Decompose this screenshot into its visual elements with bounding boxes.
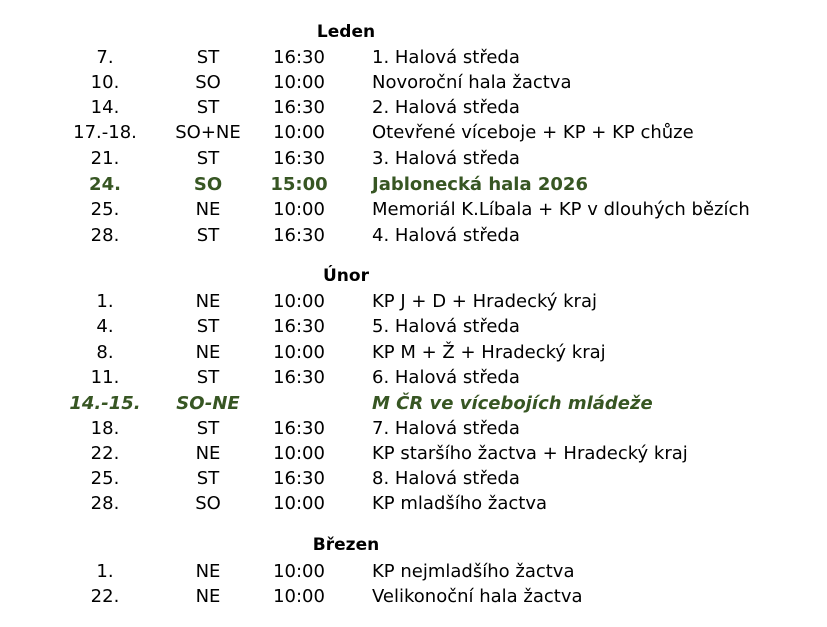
event-row [0, 197, 827, 222]
event-name: 8. Halová středa [372, 468, 520, 489]
event-time: 16:30 [273, 316, 325, 337]
event-day: ST [196, 316, 220, 337]
event-row [0, 340, 827, 365]
event-date: 22. [90, 586, 120, 607]
event-row-highlighted [0, 172, 827, 197]
event-time: 16:30 [273, 367, 325, 388]
event-name: Novoroční hala žactva [372, 72, 572, 93]
event-day: ST [196, 148, 220, 169]
event-name: Velikonoční hala žactva [372, 586, 583, 607]
event-time: 10:00 [273, 199, 325, 220]
event-time: 16:30 [273, 97, 325, 118]
event-row [0, 120, 827, 145]
event-date: 1. [96, 561, 114, 582]
event-time: 16:30 [273, 47, 325, 68]
event-name: KP J + D + Hradecký kraj [372, 291, 597, 312]
month-heading-unor: Únor [323, 266, 369, 286]
event-time: 10:00 [273, 342, 325, 363]
event-day: ST [196, 97, 220, 118]
event-day: ST [196, 47, 220, 68]
event-name: KP staršího žactva + Hradecký kraj [372, 443, 688, 464]
month-heading-brezen: Březen [312, 535, 380, 555]
event-time: 16:30 [273, 468, 325, 489]
event-date: 14. [90, 97, 120, 118]
event-name: Memoriál K.Líbala + KP v dlouhých bězích [372, 199, 750, 220]
event-time: 16:30 [273, 148, 325, 169]
event-day: NE [195, 199, 221, 220]
event-name: KP mladšího žactva [372, 493, 548, 514]
event-day: NE [195, 342, 221, 363]
event-day: ST [196, 418, 220, 439]
event-name: 1. Halová středa [372, 47, 520, 68]
event-day: ST [196, 468, 220, 489]
event-day: ST [196, 367, 220, 388]
event-date: 21. [90, 148, 120, 169]
event-row [0, 365, 827, 390]
event-date: 24. [89, 174, 121, 195]
event-date: 8. [96, 342, 114, 363]
event-time: 10:00 [273, 561, 325, 582]
event-day: SO+NE [175, 122, 241, 143]
event-time: 15:00 [270, 174, 328, 195]
event-row-highlighted [0, 391, 827, 416]
event-date: 22. [90, 443, 120, 464]
event-name: 4. Halová středa [372, 225, 520, 246]
event-date: 7. [96, 47, 114, 68]
event-date: 28. [90, 225, 120, 246]
event-date: 25. [90, 468, 120, 489]
event-time: 10:00 [273, 122, 325, 143]
event-day: SO [195, 493, 221, 514]
event-date: 10. [90, 72, 120, 93]
event-date: 4. [96, 316, 114, 337]
month-heading-leden: Leden [316, 22, 376, 42]
event-time: 10:00 [273, 72, 325, 93]
event-time: 10:00 [273, 443, 325, 464]
event-row [0, 314, 827, 339]
event-name: KP nejmladšího žactva [372, 561, 575, 582]
event-date: 11. [90, 367, 120, 388]
event-date: 1. [96, 291, 114, 312]
event-date: 18. [90, 418, 120, 439]
event-name: KP M + Ž + Hradecký kraj [372, 342, 606, 363]
event-day: NE [195, 586, 221, 607]
event-time: 16:30 [273, 418, 325, 439]
event-row [0, 584, 827, 609]
event-date: 25. [90, 199, 120, 220]
event-row [0, 223, 827, 248]
event-name: Jablonecká hala 2026 [372, 174, 588, 195]
event-name: 5. Halová středa [372, 316, 520, 337]
event-row [0, 441, 827, 466]
event-name: 2. Halová středa [372, 97, 520, 118]
event-row [0, 466, 827, 491]
event-name: M ČR ve vícebojích mládeže [372, 393, 653, 414]
event-name: 7. Halová středa [372, 418, 520, 439]
event-row [0, 70, 827, 95]
event-row [0, 95, 827, 120]
event-day: NE [195, 291, 221, 312]
event-day: SO [193, 174, 223, 195]
event-row [0, 289, 827, 314]
event-date: 14.-15. [69, 393, 141, 414]
event-name: 3. Halová středa [372, 148, 520, 169]
event-date: 17.-18. [73, 122, 137, 143]
event-time: 16:30 [273, 225, 325, 246]
event-day: ST [196, 225, 220, 246]
event-time: 10:00 [273, 291, 325, 312]
event-row [0, 416, 827, 441]
event-time: 10:00 [273, 493, 325, 514]
event-row [0, 559, 827, 584]
event-row [0, 45, 827, 70]
event-day: SO [195, 72, 221, 93]
event-row [0, 491, 827, 516]
event-day: NE [195, 443, 221, 464]
event-time: 10:00 [273, 586, 325, 607]
event-name: 6. Halová středa [372, 367, 520, 388]
event-date: 28. [90, 493, 120, 514]
event-day: NE [195, 561, 221, 582]
event-name: Otevřené víceboje + KP + KP chůze [372, 122, 694, 143]
event-row [0, 146, 827, 171]
event-day: SO-NE [176, 393, 240, 414]
